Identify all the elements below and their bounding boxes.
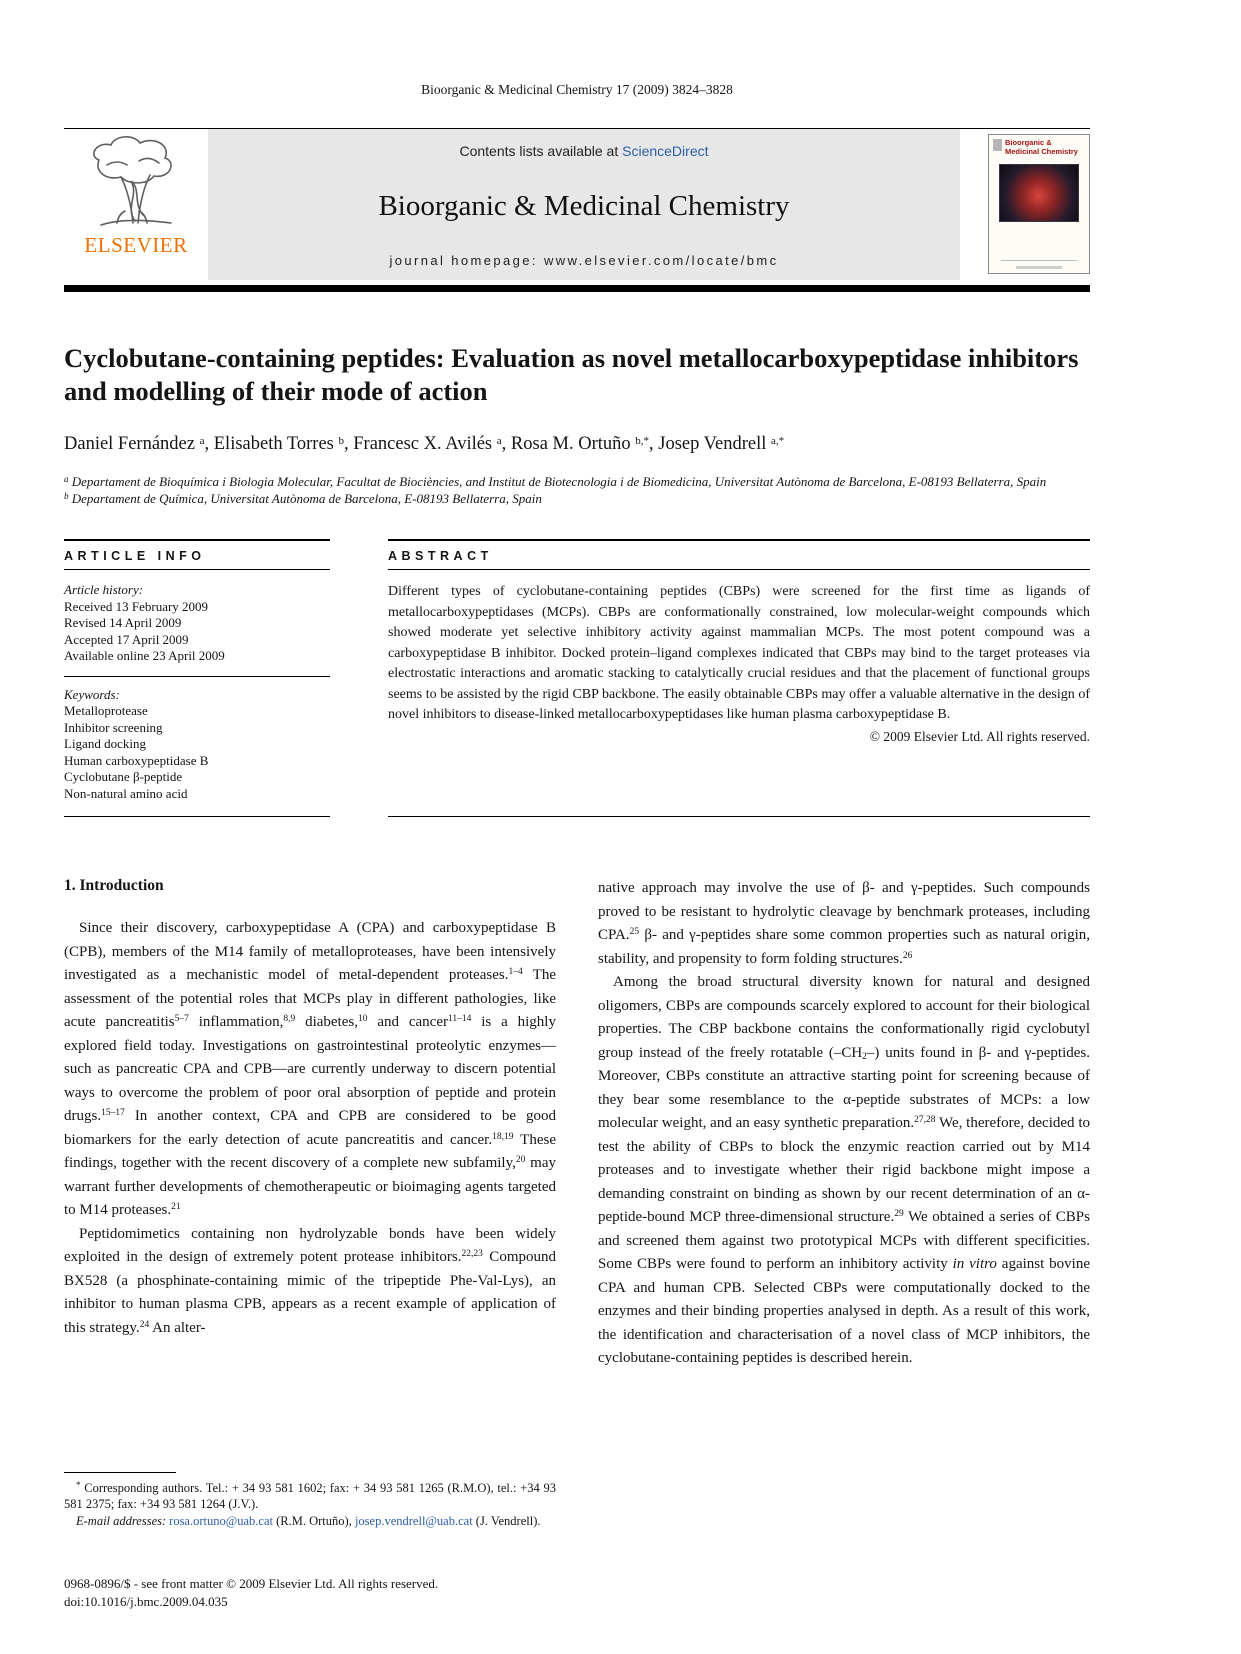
abstract-column xyxy=(388,539,1090,817)
abstract-copyright: © 2009 Elsevier Ltd. All rights reserved. xyxy=(869,728,1090,744)
body-paragraph: Among the broad structural diversity known for natural and designed oligomers, CBPs are compounds scarcely explored to account for their biological properties. The CBP backbone contains the conformationally rigid cyclobutyl group instead of the freely rotatable $(-CH_2-)$ units found in β- and γ-peptides. Moreover, CBPs constitute an attractive starting point for screening because of they bear some resemblance to the α-peptide substrates of MCPs: a low molecular weight, and an easy synthetic preparation.$^{27,28}$ We, therefore, decided to test the ability of CBPs to block the enzymic reaction carried out by M14 proteases and to investigate whether their rigid backbone might impose a demanding constraint on binding as shown by our recent determination of an α-peptide-bound MCP three-dimensional structure.$^{29}$ We obtained a series of CBPs and screened them against two prototypical MCPs with different specificities. Some CBPs were found to perform an inhibitory activity in vitro against bovine CPA and human CPB. Selected CBPs were computationally docked to the enzymes and their binding properties analysed in depth. As a result of this work, the identification and characterisation of a novel class of MCP inhibitors, the cyclobutane-containing peptides is described herein. xyxy=(598,974,1090,1366)
sciencedirect-link[interactable]: ScienceDirect xyxy=(622,143,709,159)
keyword: Ligand docking xyxy=(64,736,146,751)
affiliations xyxy=(64,473,1090,507)
front-matter xyxy=(64,1575,1090,1610)
keyword: Inhibitor screening xyxy=(64,719,163,735)
journal-homepage-link[interactable]: journal homepage: www.elsevier.com/locate/bmc xyxy=(389,253,779,268)
abstract-heading: ABSTRACT xyxy=(388,541,1090,570)
history-accepted: Accepted 17 April 2009 xyxy=(64,631,189,647)
article-title: Cyclobutane-containing peptides: Evaluation as novel metallocarboxypeptidase inhibitors and modelling of their mode of action xyxy=(64,343,1079,406)
info-abstract-section xyxy=(64,539,1090,817)
body-column-left xyxy=(64,877,556,1529)
email-link-vendrell[interactable]: josep.vendrell@uab.cat xyxy=(354,1513,473,1528)
cover-art-image xyxy=(999,164,1079,222)
article-info-column xyxy=(64,539,330,817)
email-link-ortuno[interactable]: rosa.ortuno@uab.cat xyxy=(169,1513,273,1528)
history-available-online: Available online 23 April 2009 xyxy=(64,648,225,663)
body-column-right xyxy=(598,877,1090,1529)
body-paragraph: native approach may involve the use of β- and γ-peptides. Such compounds proved to be resistant to hydrolytic cleavage by benchmark proteases, including CPA.$^{25}$ β- and γ-peptides share some common properties such as natural origin, stability, and propensity to form folding structures.$^{26}$ xyxy=(598,880,1090,967)
article-history-label: Article history: xyxy=(64,582,144,597)
history-received: Received 13 February 2009 xyxy=(64,598,209,614)
elsevier-tree-icon xyxy=(77,135,195,231)
email-suffix-vendrell: (J. Vendrell). xyxy=(472,1513,541,1528)
cover-footer xyxy=(1001,260,1076,269)
cover-masthead xyxy=(993,139,1085,156)
contents-line xyxy=(459,143,708,159)
footnote-rule xyxy=(64,1472,176,1473)
keyword: Non-natural amino acid xyxy=(64,785,188,801)
article-info-heading: ARTICLE INFO xyxy=(64,541,330,570)
section-heading-introduction: 1. Introduction xyxy=(64,877,164,894)
header-divider-bar xyxy=(64,285,1090,292)
keyword: Metalloprotease xyxy=(64,703,148,718)
author-list: Daniel Fernández $^a$, Elisabeth Torres $^b$, Francesc X. Avilés $^a$, Rosa M. Ortuño $^{b,*}$, Josep Vendrell $^{a,*}$ xyxy=(64,434,785,454)
contents-line-text: Contents lists available at xyxy=(459,143,623,159)
corresponding-text: Corresponding authors. Tel.: + 34 93 581 1602; fax: + 34 93 581 1265 (R.M.O), tel.: +34 93 581 2375; fax: +34 93 581 1264 (J.V.). xyxy=(64,1480,557,1511)
abstract-body xyxy=(388,570,1090,761)
article-body xyxy=(64,877,1090,1529)
keyword: Cyclobutane β-peptide xyxy=(64,769,183,784)
journal-name: Bioorganic & Medicinal Chemistry xyxy=(378,189,790,222)
issn-line: 0968-0896/$ - see front matter © 2009 Elsevier Ltd. All rights reserved. xyxy=(64,1576,439,1591)
doi-line: doi:10.1016/j.bmc.2009.04.035 xyxy=(64,1593,228,1609)
elsevier-logo[interactable] xyxy=(64,129,208,280)
footnote-marker: * xyxy=(76,1479,81,1490)
affiliation-a: $^a$ Departament de Bioquímica i Biologia Molecular, Facultat de Biociències, and Institut de Biotecnologia i de Biomedicina, Universitat Autònoma de Barcelona, E-08193 Bellaterra, Spain xyxy=(64,474,1047,489)
journal-banner xyxy=(208,129,960,280)
footnotes xyxy=(64,1472,556,1530)
cover-title: Bioorganic & Medicinal Chemistry xyxy=(1005,138,1078,156)
article-info-body xyxy=(64,570,330,816)
affiliation-b: $^b$ Departament de Química, Universitat Autònoma de Barcelona, E-08193 Bellaterra, Spain xyxy=(64,491,542,506)
journal-cover-thumbnail[interactable] xyxy=(988,134,1090,274)
journal-header-band xyxy=(64,128,1090,280)
body-paragraph: Since their discovery, carboxypeptidase A (CPA) and carboxypeptidase B (CPB), members of the M14 family of metalloproteases, have been intensively investigated as a mechanistic model of metal-dependent proteases.$^{1-4}$ The assessment of the potential roles that MCPs play in different pathologies, like acute pancreatitis$^{5-7}$ inflammation,$^{8,9}$ diabetes,$^{10}$ and cancer$^{11-14}$ is a highly explored field today. Investigations on gastrointestinal proteolytic enzymes—such as pancreatic CPA and CPB—are currently underway to discern potential ways to overcome the problem of poor oral absorption of peptide and protein drugs.$^{15-17}$ In another context, CPA and CPB are considered to be good biomarkers for the early detection of acute pancreatitis and cancer.$^{18,19}$ These findings, together with the recent discovery of a complete new subfamily,$^{20}$ may warrant further developments of chemotherapeutic or bioimaging agents targeted to M14 proteases.$^{21}$ xyxy=(64,920,556,1218)
info-divider-rule xyxy=(64,676,330,677)
email-label: E-mail addresses: xyxy=(76,1513,167,1528)
email-suffix-ortuno: (R.M. Ortuño), xyxy=(273,1513,355,1528)
keyword: Human carboxypeptidase B xyxy=(64,752,209,768)
email-addresses-note xyxy=(64,1513,556,1530)
keywords-label: Keywords: xyxy=(64,686,120,702)
corresponding-author-note xyxy=(64,1480,556,1513)
elsevier-wordmark: ELSEVIER xyxy=(84,233,188,257)
history-revised: Revised 14 April 2009 xyxy=(64,615,182,630)
abstract-text: Different types of cyclobutane-containing peptides (CBPs) were screened for the first time as ligands of metallocarboxypeptidases (MCPs). CBPs are conformationally constrained, low molecular-weight compounds which showed moderate yet selective inhibitory activity against mammalian MCPs. The most potent compound was a carboxypeptidase B inhibitor. Docked protein–ligand complexes indicated that CBPs may bind to the target proteases via electrostatic interactions and aromatic stacking to catalytically crucial residues and that the placement of functional groups seems to be assisted by the rigid CBP backbone. The easily obtainable CBPs may offer a valuable alternative in the design of novel inhibitors to disease-linked metallocarboxypeptidases like human plasma carboxypeptidase B. xyxy=(388,584,1090,722)
journal-citation: Bioorganic & Medicinal Chemistry 17 (2009) 3824–3828 xyxy=(421,82,733,97)
body-paragraph: Peptidomimetics containing non hydrolyzable bonds have been widely exploited in the design of extremely potent protease inhibitors.$^{22,23}$ Compound BX528 (a phosphinate-containing mimic of the tripeptide Phe-Val-Lys), an inhibitor to human plasma CPB, appears as a recent example of application of this strategy.$^{24}$ An alter- xyxy=(64,1225,556,1336)
cover-logo-mark xyxy=(993,139,1002,151)
